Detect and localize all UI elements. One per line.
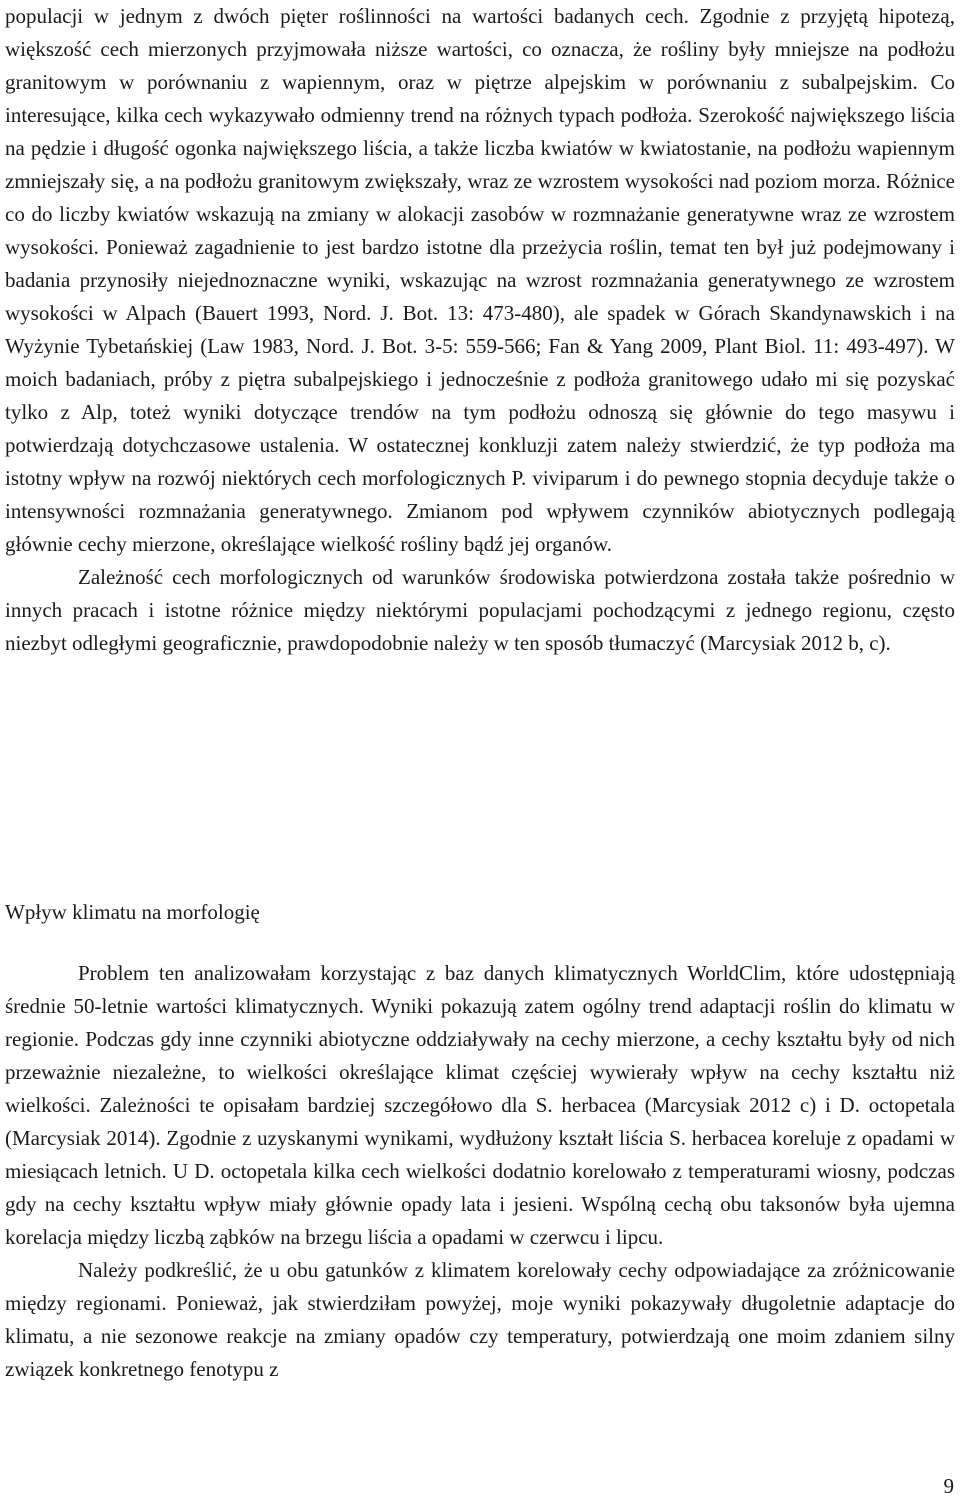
paragraph: populacji w jednym z dwóch pięter roślinności na wartości badanych cech. Zgodnie z przyjętą hipotezą, większość cech mierzonych przyjmowała niższe wartości, co oznacza, że rośliny były mniejsze na podłożu granitowym w porównaniu z wapiennym, oraz w piętrze alpejskim w porównaniu z subalpejskim. Co interesujące, kilka cech wykazywało odmienny trend na różnych typach podłoża. Szerokość największego liścia na pędzie i długość ogonka największego liścia, a także liczba kwiatów w kwiatostanie, na podłożu wapiennym zmniejszały się, a na podłożu granitowym zwiększały, wraz ze wzrostem wysokości nad poziom morza. Różnice co do liczby kwiatów wskazują na zmiany w alokacji zasobów w rozmnażanie generatywne wraz ze wzrostem wysokości. Ponieważ zagadnienie to jest bardzo istotne dla przeżycia roślin, temat ten był już podejmowany i badania przynosiły niejednoznaczne wyniki, wskazując na wzrost rozmnażania generatywnego ze wzrostem wysokości w Alpach (Bauert 1993, Nord. J. Bot. 13: 473-480), ale spadek w Górach Skandynawskich i na Wyżynie Tybetańskiej (Law 1983, Nord. J. Bot. 3-5: 559-566; Fan & Yang 2009, Plant Biol. 11: 493-497). W moich badaniach, próby z piętra subalpejskiego i jednocześnie z podłoża granitowego udało mi się pozyskać tylko z Alp, toteż wyniki dotyczące trendów na tym podłożu odnoszą się głównie do tego masywu i potwierdzają dotychczasowe ustalenia. W ostatecznej konkluzji zatem należy stwierdzić, że typ podłoża ma istotny wpływ na rozwój niektórych cech morfologicznych P. viviparum i do pewnego stopnia decyduje także o intensywności rozmnażania generatywnego. Zmianom pod wpływem czynników abiotycznych podlegają głównie cechy mierzone, określające wielkość rośliny bądź jej organów. [5,4,955,556]
body-text-top [5,0,955,660]
paragraph: Należy podkreślić, że u obu gatunków z klimatem korelowały cechy odpowiadające za zróżnicowanie między regionami. Ponieważ, jak stwierdziłam powyżej, moje wyniki pokazywały długoletnie adaptacje do klimatu, a nie sezonowe reakcje na zmiany opadów czy temperatury, potwierdzają one moim zdaniem silny związek konkretnego fenotypu z [5,1258,955,1381]
body-text-bottom [5,957,955,1386]
section-heading: Wpływ klimatu na morfologię [5,900,260,924]
paragraph: Zależność cech morfologicznych od warunków środowiska potwierdzona została także pośrednio w innych pracach i istotne różnice między niektórymi populacjami pochodzącymi z jednego regionu, często niezbyt odległymi geograficznie, prawdopodobnie należy w ten sposób tłumaczyć (Marcysiak 2012 b, c). [5,565,955,655]
page-number: 9 [943,1474,954,1498]
paragraph: Problem ten analizowałam korzystając z baz danych klimatycznych WorldClim, które udostępniają średnie 50-letnie wartości klimatycznych. Wyniki pokazują zatem ogólny trend adaptacji roślin do klimatu w regionie. Podczas gdy inne czynniki abiotyczne oddziaływały na cechy mierzone, a cechy kształtu były od nich przeważnie niezależne, to wielkości określające klimat częściej wywierały wpływ na cechy kształtu niż wielkości. Zależności te opisałam bardziej szczegółowo dla S. herbacea (Marcysiak 2012 c) i D. octopetala (Marcysiak 2014). Zgodnie z uzyskanymi wynikami, wydłużony kształt liścia S. herbacea koreluje z opadami w miesiącach letnich. U D. octopetala kilka cech wielkości dodatnio korelowało z temperaturami wiosny, podczas gdy na cechy kształtu wpływ miały głównie opady lata i jesieni. Wspólną cechą obu taksonów była ujemna korelacja między liczbą ząbków na brzegu liścia a opadami w czerwcu i lipcu. [5,961,955,1249]
